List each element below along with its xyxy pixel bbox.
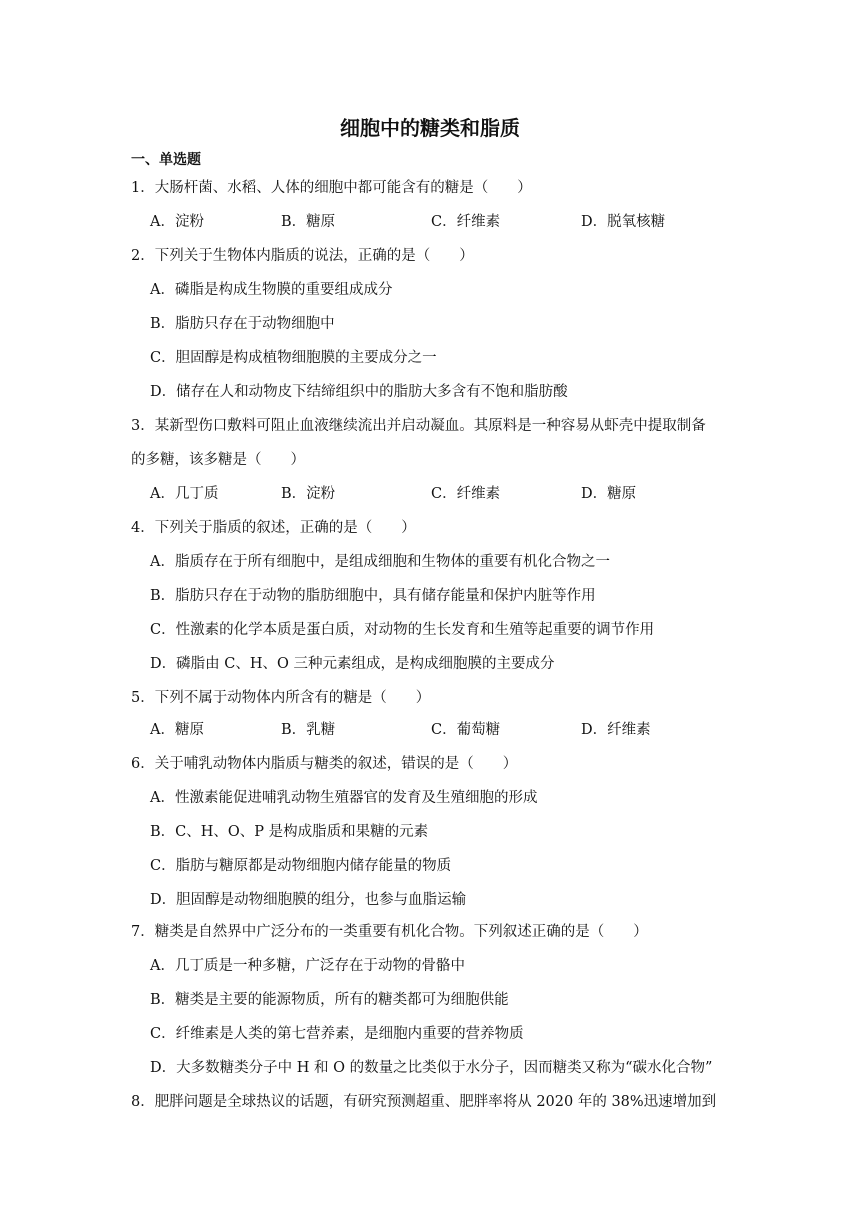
question-1-stem: 1．大肠杆菌、水稻、人体的细胞中都可能含有的糖是（ ） xyxy=(131,180,532,196)
question-5-stem: 5．下列不属于动物体内所含有的糖是（ ） xyxy=(131,690,431,706)
question-2-option-d[interactable]: D．储存在人和动物皮下结缔组织中的脂肪大多含有不饱和脂肪酸 xyxy=(150,384,568,400)
question-4-stem: 4．下列关于脂质的叙述，正确的是（ ） xyxy=(131,520,416,536)
question-2-option-a[interactable]: A．磷脂是构成生物膜的重要组成成分 xyxy=(150,282,393,298)
question-4-option-c[interactable]: C．性激素的化学本质是蛋白质，对动物的生长发育和生殖等起重要的调节作用 xyxy=(150,622,655,638)
question-3-option-d[interactable]: D．糖原 xyxy=(581,486,637,502)
question-5-option-a[interactable]: A．糖原 xyxy=(150,722,204,738)
question-7-option-b[interactable]: B．糖类是主要的能源物质，所有的糖类都可为细胞供能 xyxy=(150,992,509,1008)
question-6-option-b[interactable]: B．C、H、O、P 是构成脂质和果糖的元素 xyxy=(150,824,429,840)
question-7-option-c[interactable]: C．纤维素是人类的第七营养素，是细胞内重要的营养物质 xyxy=(150,1026,524,1042)
question-8-stem: 8．肥胖问题是全球热议的话题，有研究预测超重、肥胖率将从 2020 年的 38%迅速增加到 xyxy=(131,1094,717,1110)
question-1-option-d[interactable]: D．脱氧核糖 xyxy=(581,214,666,230)
question-2-option-b[interactable]: B．脂肪只存在于动物细胞中 xyxy=(150,316,335,332)
question-4-option-b[interactable]: B．脂肪只存在于动物的脂肪细胞中，具有储存能量和保护内脏等作用 xyxy=(150,588,596,604)
question-3-option-c[interactable]: C．纤维素 xyxy=(431,486,501,502)
question-7-stem: 7．糖类是自然界中广泛分布的一类重要有机化合物。下列叙述正确的是（ ） xyxy=(131,924,648,940)
question-2-option-c[interactable]: C．胆固醇是构成植物细胞膜的主要成分之一 xyxy=(150,350,437,366)
question-3-option-a[interactable]: A．几丁质 xyxy=(150,486,219,502)
document-title: 细胞中的糖类和脂质 xyxy=(340,116,520,140)
question-5-option-b[interactable]: B．乳糖 xyxy=(281,722,336,738)
question-1-option-c[interactable]: C．纤维素 xyxy=(431,214,501,230)
question-4-option-a[interactable]: A．脂质存在于所有细胞中，是组成细胞和生物体的重要有机化合物之一 xyxy=(150,554,610,570)
question-3-option-b[interactable]: B．淀粉 xyxy=(281,486,336,502)
question-1-option-a[interactable]: A．淀粉 xyxy=(150,214,204,230)
question-6-option-d[interactable]: D．胆固醇是动物细胞膜的组分，也参与血脂运输 xyxy=(150,892,467,908)
section-heading: 一、单选题 xyxy=(131,152,201,168)
question-6-stem: 6．关于哺乳动物体内脂质与糖类的叙述，错误的是（ ） xyxy=(131,756,518,772)
question-7-option-d[interactable]: D．大多数糖类分子中 H 和 O 的数量之比类似于水分子，因而糖类又称为“碳水化合物” xyxy=(150,1060,713,1076)
question-2-stem: 2．下列关于生物体内脂质的说法，正确的是（ ） xyxy=(131,248,474,264)
question-3-stem: 3．某新型伤口敷料可阻止血液继续流出并启动凝血。其原料是一种容易从虾壳中提取制备 xyxy=(131,418,706,434)
question-5-option-c[interactable]: C．葡萄糖 xyxy=(431,722,501,738)
question-5-option-d[interactable]: D．纤维素 xyxy=(581,722,651,738)
question-3-stem-continued: 的多糖，该多糖是（ ） xyxy=(131,452,305,468)
question-6-option-a[interactable]: A．性激素能促进哺乳动物生殖器官的发育及生殖细胞的形成 xyxy=(150,790,538,806)
question-1-option-b[interactable]: B．糖原 xyxy=(281,214,336,230)
question-4-option-d[interactable]: D．磷脂由 C、H、O 三种元素组成，是构成细胞膜的主要成分 xyxy=(150,656,555,672)
question-6-option-c[interactable]: C．脂肪与糖原都是动物细胞内储存能量的物质 xyxy=(150,858,452,874)
question-7-option-a[interactable]: A．几丁质是一种多糖，广泛存在于动物的骨骼中 xyxy=(150,958,465,974)
